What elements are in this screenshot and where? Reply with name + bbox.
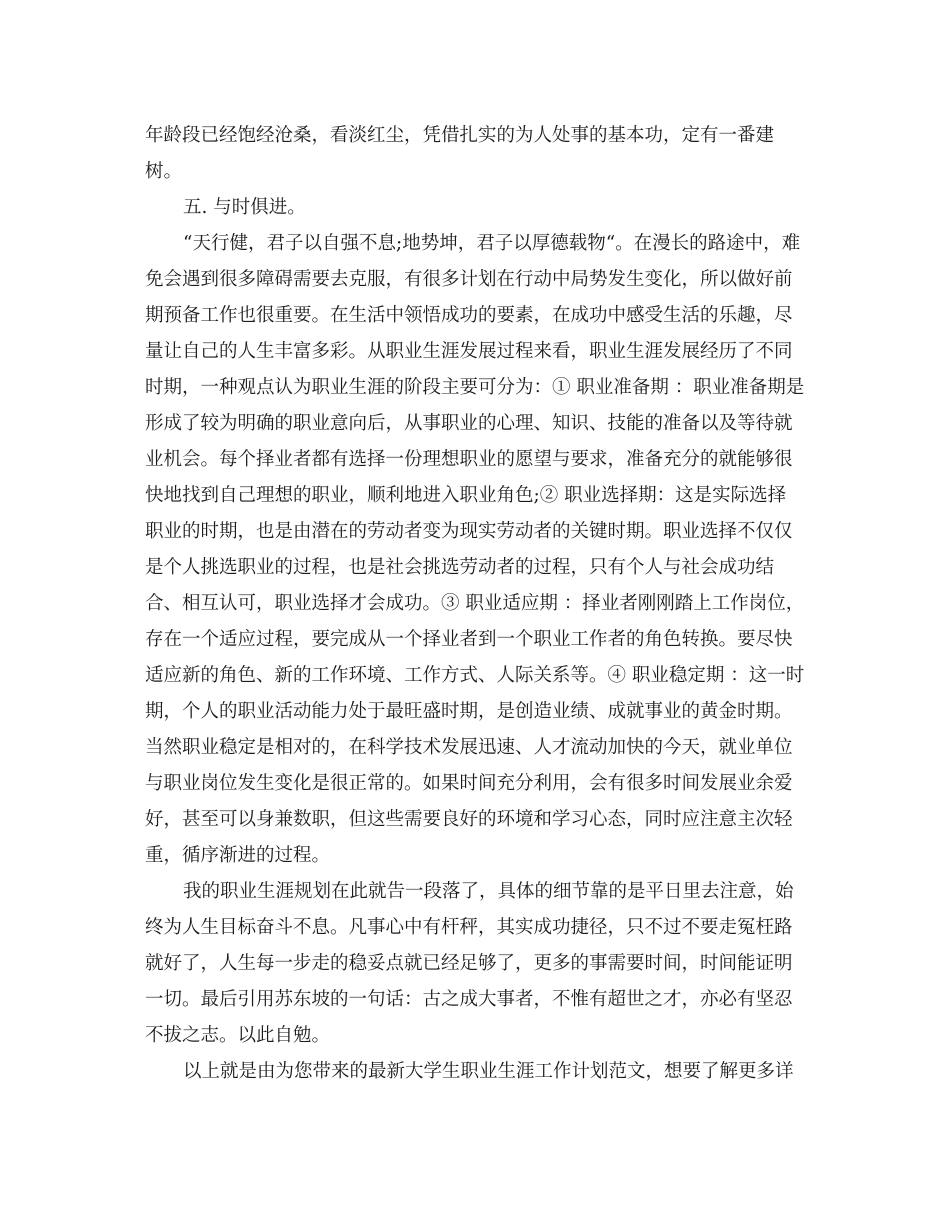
text-line: 时期，一种观点认为职业生涯的阶段主要可分为：① 职业准备期 ：职业准备期是 <box>145 377 805 398</box>
text-line: 以上就是由为您带来的最新大学生职业生涯工作计划范文，想要了解更多详 <box>183 1061 794 1082</box>
text-line: 我的职业生涯规划在此就告一段落了，具体的细节靠的是平日里去注意，始 <box>183 881 794 902</box>
text-line: 是个人挑选职业的过程，也是社会挑选劳动者的过程，只有个人与社会成功结 <box>145 557 775 578</box>
text-line: 好，甚至可以身兼数职，但这些需要良好的环境和学习心态，同时应注意主次轻 <box>145 809 793 830</box>
text-line: 存在一个适应过程，要完成从一个择业者到一个职业工作者的角色转换。要尽快 <box>145 629 793 650</box>
text-line: 期，个人的职业活动能力处于最旺盛时期，是创造业绩、成就事业的黄金时期。 <box>145 701 793 722</box>
text-line: 与职业岗位发生变化是很正常的。如果时间充分利用，会有很多时间发展业余爱 <box>145 773 793 794</box>
text-line: 免会遇到很多障碍需要去克服，有很多计划在行动中局势发生变化，所以做好前 <box>145 269 793 290</box>
text-line: 当然职业稳定是相对的，在科学技术发展迅速、人才流动加快的今天，就业单位 <box>145 737 793 758</box>
text-line: 形成了较为明确的职业意向后，从事职业的心理、知识、技能的准备以及等待就 <box>145 413 793 434</box>
text-line: 一切。最后引用苏东坡的一句话：古之成大事者，不惟有超世之才，亦必有坚忍 <box>145 989 793 1010</box>
text-line: 不拔之志。以此自勉。 <box>145 1025 331 1046</box>
text-line: 适应新的角色、新的工作环境、工作方式、人际关系等。④ 职业稳定期 ：这一时 <box>145 665 805 686</box>
text-line: 量让自己的人生丰富多彩。从职业生涯发展过程来看，职业生涯发展经历了不同 <box>145 341 793 362</box>
text-line: 期预备工作也很重要。在生活中领悟成功的要素，在成功中感受生活的乐趣，尽 <box>145 305 793 326</box>
text-line: 职业的时期，也是由潜在的劳动者变为现实劳动者的关键时期。职业选择不仅仅 <box>145 521 793 542</box>
text-line: 终为人生目标奋斗不息。凡事心中有杆秤，其实成功捷径，只不过不要走冤枉路 <box>145 917 793 938</box>
section-heading: 五. 与时俱进。 <box>183 197 306 218</box>
text-line: 快地找到自己理想的职业，顺利地进入职业角色;② 职业选择期：这是实际选择 <box>145 485 787 506</box>
text-line: 就好了，人生每一步走的稳妥点就已经足够了，更多的事需要时间，时间能证明 <box>145 953 793 974</box>
text-line: 合、相互认可，职业选择才会成功。③ 职业适应期 ：择业者刚刚踏上工作岗位， <box>145 593 805 614</box>
text-line: 树。 <box>145 161 183 182</box>
text-line: 重，循序渐进的过程。 <box>145 845 331 866</box>
text-line: 业机会。每个择业者都有选择一份理想职业的愿望与要求，准备充分的就能够很 <box>145 449 793 470</box>
text-line: “天行健，君子以自强不息;地势坤，君子以厚德载物“。在漫长的路途中，难 <box>183 233 801 254</box>
text-line: 年龄段已经饱经沧桑，看淡红尘，凭借扎实的为人处事的基本功，定有一番建 <box>145 125 775 146</box>
